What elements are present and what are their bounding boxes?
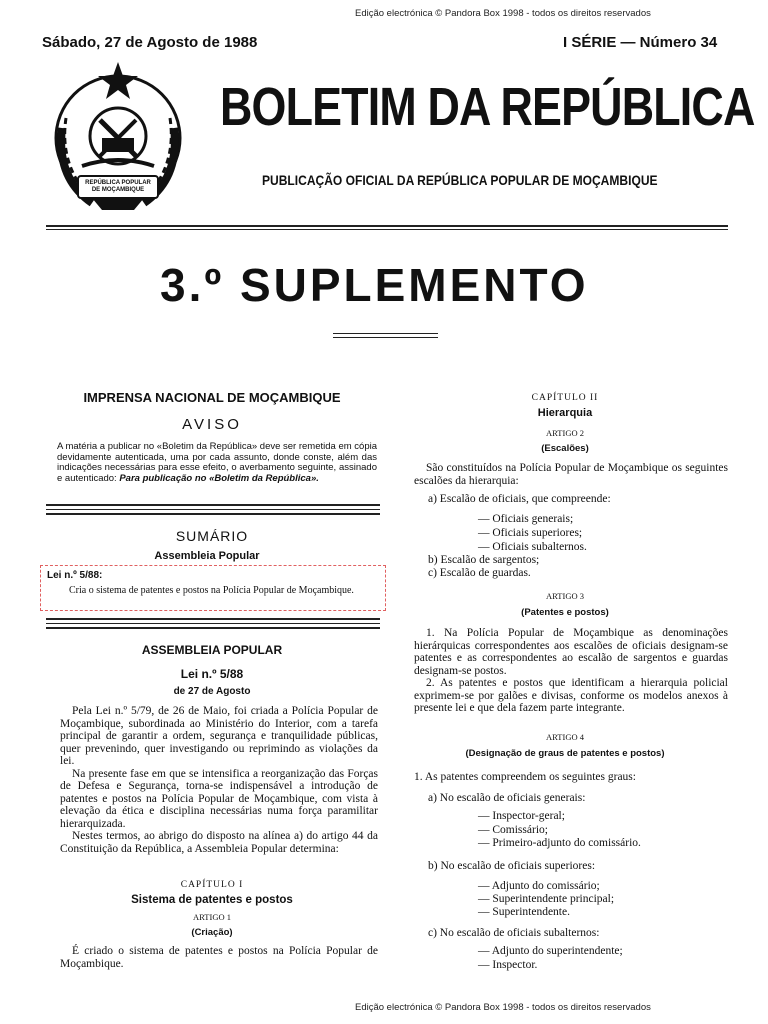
- article-1-title: (Criação): [191, 927, 233, 938]
- aviso-text: [57, 442, 377, 484]
- chapter-2-title: Hierarquia: [537, 407, 593, 419]
- aviso-italic: Para publicação no «Boletim da República».: [119, 472, 319, 484]
- supplement-rule-1: [333, 333, 438, 334]
- sumario-rule-2: [46, 623, 380, 624]
- chapter-1-title: Sistema de patentes e postos: [131, 894, 293, 906]
- preamble-para-2: Na presente fase em que se intensifica a reorganização das Forças de Defesa e Segurança, torna-se indispensável a introdução de patentes e postos na Polícia Popular de Moçambique, com vista à elevação da ética e disciplina necessárias numa força paramilitar hierarquizada.: [60, 767, 378, 830]
- article-4-item-a: a) No escalão de oficiais generais:: [428, 792, 586, 804]
- article-2-item-c: c) Escalão de guardas.: [428, 567, 531, 579]
- chapter-2-label: CAPÍTULO II: [531, 393, 599, 403]
- sumario-desc: Cria o sistema de patentes e postos na Polícia Popular de Moçambique.: [69, 585, 354, 596]
- watermark-bottom: Edição electrónica © Pandora Box 1998 - todos os direitos reservados: [355, 1002, 651, 1013]
- lei-date: de 27 de Agosto: [173, 686, 251, 697]
- article-2-title: (Escalões): [541, 443, 589, 454]
- article-2-item-a: a) Escalão de oficiais, que compreende:: [428, 493, 611, 505]
- preamble-para-3: Nestes termos, ao abrigo do disposto na alínea a) do artigo 44 da Constituição da República, a Assembleia Popular determina:: [60, 830, 378, 855]
- sumario-rule-3: [46, 627, 380, 629]
- article-4-a-sub-3: — Primeiro-adjunto do comissário.: [478, 837, 641, 849]
- aviso-body: A matéria a publicar no «Boletim da República» deve ser remetida em cópia devidamente autenticada, uma por cada assunto, donde conste, além das indicações necessárias para esse efeito, o averbamento seguinte, assinado e autenticado:: [57, 441, 378, 484]
- masthead-title: BOLETIM DA REPÚBLICA: [220, 77, 755, 137]
- article-4-c-sub-2: — Inspector.: [478, 959, 538, 971]
- article-4-label: ARTIGO 4: [546, 732, 584, 742]
- imprensa-heading: IMPRENSA NACIONAL DE MOÇAMBIQUE: [83, 390, 341, 405]
- lei-preamble: [60, 705, 378, 855]
- issue-series: I SÉRIE — Número 34: [563, 34, 718, 51]
- sumario-rule-1: [46, 618, 380, 620]
- article-4-b-sub-3: — Superintendente.: [478, 906, 570, 918]
- sumario-section: Assembleia Popular: [154, 550, 260, 562]
- article-4-item-c: c) No escalão de oficiais subalternos:: [428, 927, 600, 939]
- supplement-rule-2: [333, 337, 438, 338]
- article-3-para-1: 1. Na Polícia Popular de Moçambique as denominações hierárquicas correspondentes aos escalões de oficiais designam-se patentes e as correspondentes ao escalão de sargentos e guardas designam-se postos.: [414, 627, 728, 677]
- emblem-icon: [42, 58, 194, 218]
- sumario-entry[interactable]: [40, 565, 386, 611]
- chapter-1-label: CAPÍTULO I: [180, 880, 244, 890]
- article-2-sub-2: — Oficiais superiores;: [478, 527, 583, 539]
- masthead-rule-2: [46, 229, 728, 230]
- aviso-rule-2: [46, 509, 380, 510]
- article-2-sub-1: — Oficiais generais;: [478, 513, 574, 525]
- masthead-rule-1: [46, 225, 728, 227]
- watermark-top: Edição electrónica © Pandora Box 1998 - todos os direitos reservados: [355, 8, 651, 19]
- aviso-rule-3: [46, 513, 380, 515]
- assembleia-heading: ASSEMBLEIA POPULAR: [141, 643, 283, 657]
- article-4-c-sub-1: — Adjunto do superintendente;: [478, 945, 623, 957]
- article-1-text: É criado o sistema de patentes e postos na Polícia Popular de Moçambique.: [60, 945, 378, 970]
- masthead-subtitle: PUBLICAÇÃO OFICIAL DA REPÚBLICA POPULAR DE MOÇAMBIQUE: [262, 172, 658, 188]
- supplement-title: 3.º SUPLEMENTO: [160, 259, 589, 311]
- issue-date: Sábado, 27 de Agosto de 1988: [42, 34, 258, 51]
- article-4-b-sub-2: — Superintendente principal;: [478, 893, 615, 905]
- article-2-label: ARTIGO 2: [546, 428, 584, 438]
- aviso-rule-1: [46, 504, 380, 506]
- article-1-label: ARTIGO 1: [193, 912, 231, 922]
- article-3-label: ARTIGO 3: [546, 591, 584, 601]
- national-emblem: [42, 58, 194, 218]
- article-3-para-2: 2. As patentes e postos que identificam a hierarquia policial exprimem-se por galões e divisas, conforme os modelos anexos à presente lei e que dela fazem parte integrante.: [414, 677, 728, 714]
- article-4-item-b: b) No escalão de oficiais superiores:: [428, 860, 596, 872]
- article-4-a-sub-2: — Comissário;: [478, 824, 548, 836]
- article-4-b-sub-1: — Adjunto do comissário;: [478, 880, 600, 892]
- sumario-title: SUMÁRIO: [175, 528, 249, 544]
- article-4-title: (Designação de graus de patentes e postos): [465, 748, 665, 759]
- article-2-sub-3: — Oficiais subalternos.: [478, 541, 587, 553]
- aviso-title: AVISO: [182, 416, 242, 433]
- preamble-para-1: Pela Lei n.º 5/79, de 26 de Maio, foi criada a Polícia Popular de Moçambique, subordinada ao Ministério do Interior, com a tarefa principal de garantir a ordem, segurança e tranquilidade públicas, quer prevenindo, quer investigando ou reprimindo as violações da lei.: [60, 705, 378, 767]
- article-4-para-1: 1. As patentes compreendem os seguintes graus:: [414, 771, 636, 783]
- article-2-text: São constituídos na Polícia Popular de Moçambique os seguintes escalões da hierarquia:: [414, 462, 728, 487]
- article-3-title: (Patentes e postos): [521, 607, 609, 618]
- article-2-item-b: b) Escalão de sargentos;: [428, 554, 540, 566]
- lei-title: Lei n.º 5/88: [180, 667, 244, 681]
- emblem-text: REPÚBLICA POPULAR DE MOÇAMBIQUE: [85, 180, 151, 193]
- article-3-text: [414, 627, 728, 715]
- article-4-a-sub-1: — Inspector-geral;: [478, 810, 565, 822]
- sumario-lei-link[interactable]: Lei n.º 5/88:: [47, 570, 103, 581]
